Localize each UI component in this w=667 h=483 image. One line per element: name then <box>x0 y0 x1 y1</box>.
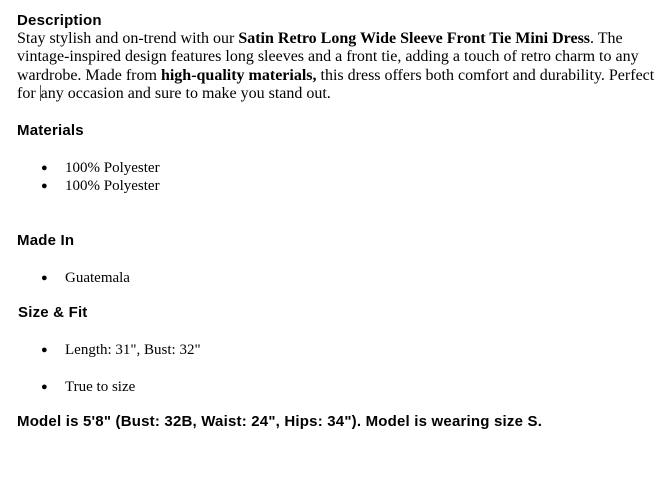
description-text-3: this dress offers both comfort and durability. Perfect for <box>17 66 655 102</box>
materials-heading: Materials <box>17 122 84 139</box>
bullet-icon: ● <box>41 381 48 393</box>
made-in-heading: Made In <box>17 232 75 249</box>
product-name-bold: Satin Retro Long Wide Sleeve Front Tie Mini Dress <box>238 30 591 47</box>
model-info: Model is 5'8" (Bust: 32B, Waist: 24", Hips: 34"). Model is wearing size S. <box>17 413 543 430</box>
bullet-icon: ● <box>41 344 48 356</box>
list-item-label: True to size <box>65 379 136 395</box>
bullet-icon: ● <box>41 162 48 174</box>
bullet-icon: ● <box>41 272 48 284</box>
materials-bold: high-quality materials, <box>160 66 317 84</box>
size-fit-heading: Size & Fit <box>18 304 88 321</box>
bullet-icon: ● <box>41 180 48 192</box>
list-item-label: 100% Polyester <box>65 178 160 194</box>
materials-list-item <box>41 177 160 195</box>
list-item-label: Guatemala <box>65 270 130 286</box>
description-text-4: any occasion and sure to make you stand out. <box>40 84 331 102</box>
description-heading: Description <box>17 12 102 29</box>
materials-list-item <box>41 159 160 177</box>
description-text-2: . The vintage-inspired design features long sleeves and a front tie, adding a touch of retro charm to any wardrobe. Made from <box>17 30 639 84</box>
made-in-list-item <box>41 269 130 287</box>
size-fit-list-item <box>41 341 201 359</box>
list-item-label: 100% Polyester <box>65 160 160 176</box>
description-text-1: Stay stylish and on-trend with our <box>17 30 239 47</box>
description-paragraph <box>17 30 657 103</box>
size-fit-list-item <box>41 378 135 396</box>
list-item-label: Length: 31", Bust: 32" <box>65 342 201 358</box>
